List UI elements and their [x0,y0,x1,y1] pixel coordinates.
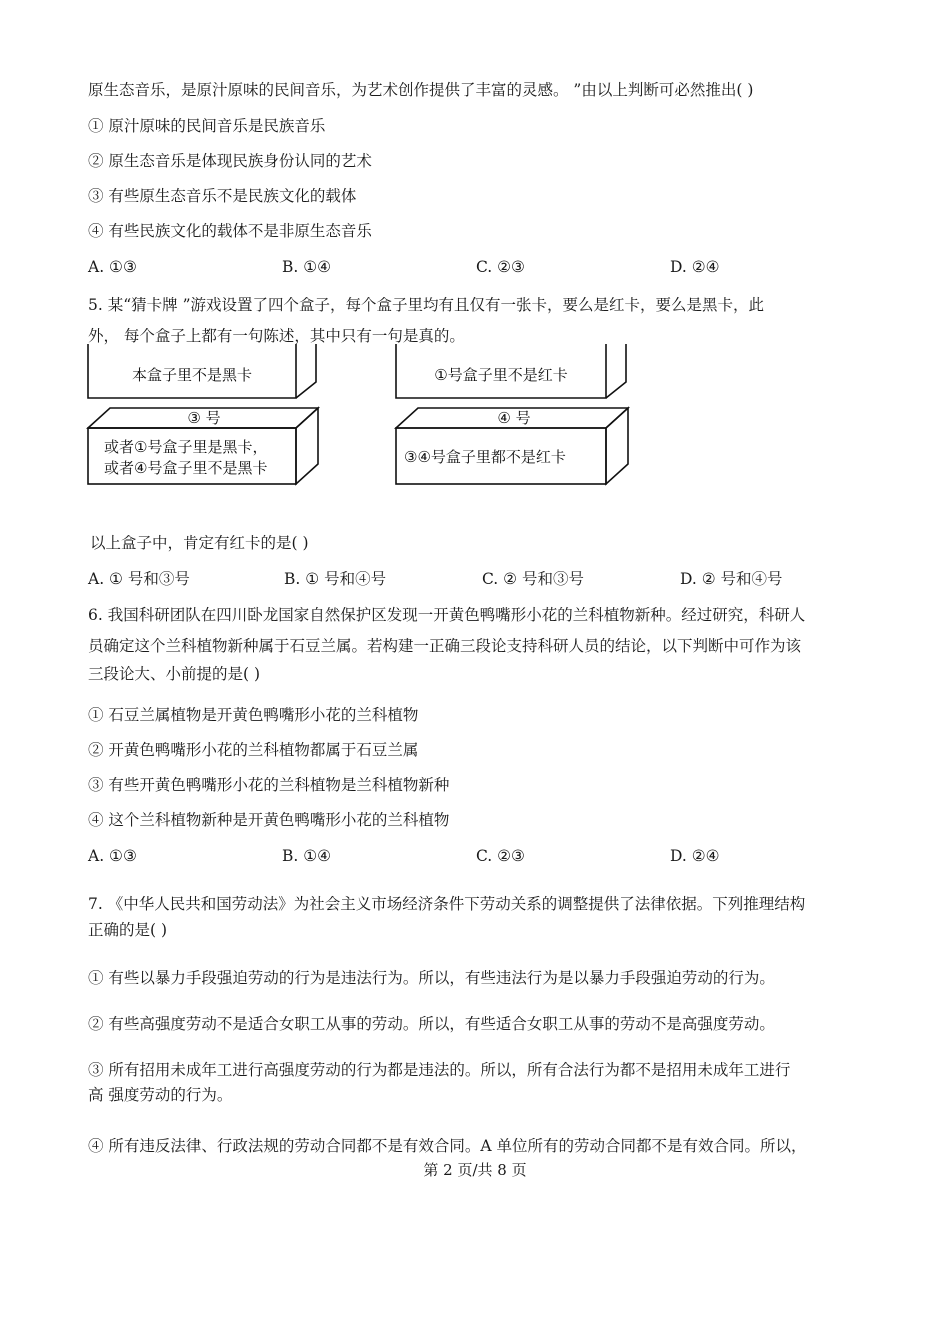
q6-choice-b: B. ①④ [282,847,332,865]
box-4-statement: ③④号盒子里都不是红卡 [404,448,566,466]
q7-item-3-line1: ③ 所有招用未成年工进行高强度劳动的行为都是违法的。所以，所有合法行为都不是招用未成年工进行 [88,1061,791,1079]
box-1-statement: 本盒子里不是黑卡 [131,366,253,384]
q6-item-1: ① 石豆兰属植物是开黄色鸭嘴形小花的兰科植物 [88,706,419,724]
box-3-statement-line2: 或者④号盒子里不是黑卡 [104,459,268,477]
q6-item-4: ④ 这个兰科植物新种是开黄色鸭嘴形小花的兰科植物 [88,811,450,829]
box-4-label: ④ 号 [497,409,531,427]
q5-choice-a: A. ① 号和③号 [88,570,190,588]
q5-choice-c: C. ② 号和③号 [482,570,584,588]
box-2-statement: ①号盒子里不是红卡 [434,366,568,384]
q4-choice-c: C. ②③ [476,258,525,276]
q4-item-4: ④ 有些民族文化的载体不是非原生态音乐 [88,222,372,240]
q4-choice-a: A. ①③ [88,258,137,276]
q7-stem-line2: 正确的是( ) [88,921,168,939]
q6-stem-line1: 6. 我国科研团队在四川卧龙国家自然保护区发现一开黄色鸭嘴形小花的兰科植物新种。经过研究，科研人 [88,606,806,624]
q4-choice-d: D. ②④ [670,258,720,276]
q7-item-2: ② 有些高强度劳动不是适合女职工从事的劳动。所以，有些适合女职工从事的劳动不是高强度劳动。 [88,1015,775,1033]
q4-item-3: ③ 有些原生态音乐不是民族文化的载体 [88,187,357,205]
q4-item-2: ② 原生态音乐是体现民族身份认同的艺术 [88,152,372,170]
q6-choice-d: D. ②④ [670,847,720,865]
q7-stem-line1: 7. 《中华人民共和国劳动法》为社会主义市场经济条件下劳动关系的调整提供了法律依据。下列推理结构 [88,895,806,913]
q7-item-1: ① 有些以暴力手段强迫劳动的行为是违法行为。所以，有些违法行为是以暴力手段强迫劳动的行为。 [88,969,775,987]
q7-item-4: ④ 所有违反法律、行政法规的劳动合同都不是有效合同。A 单位所有的劳动合同都不是有效合同。所以， [88,1137,807,1155]
page-footer: 第 2 页/共 8 页 [423,1161,527,1179]
q5-question: 以上盒子中，肯定有红卡的是( ) [90,534,309,552]
box-3-label: ③ 号 [187,409,221,427]
q4-tail-line: 原生态音乐，是原汁原味的民间音乐，为艺术创作提供了丰富的灵感。 ”由以上判断可必然推出( ) [88,81,754,99]
q6-item-2: ② 开黄色鸭嘴形小花的兰科植物都属于石豆兰属 [88,741,419,759]
box-3-statement-line1: 或者①号盒子里是黑卡， [104,438,268,456]
q7-item-3-line2: 高 强度劳动的行为。 [88,1086,233,1104]
q4-choice-b: B. ①④ [282,258,332,276]
q4-item-1: ① 原汁原味的民间音乐是民族音乐 [88,117,326,135]
card-boxes-figure [86,342,636,492]
q6-stem-line3: 三段论大、小前提的是( ) [88,665,261,683]
q5-choice-b: B. ① 号和④号 [284,570,387,588]
q5-stem-line1: 5. 某“猜卡牌 ”游戏设置了四个盒子，每个盒子里均有且仅有一张卡，要么是红卡，要么是黑卡，此 [88,296,764,314]
q5-stem-line2: 外， 每个盒子上都有一句陈述，其中只有一句是真的。 [88,327,465,345]
q6-stem-line2: 员确定这个兰科植物新种属于石豆兰属。若构建一正确三段论支持科研人员的结论，以下判断中可作为该 [88,637,802,655]
q5-choice-d: D. ② 号和④号 [680,570,783,588]
q6-choice-a: A. ①③ [88,847,137,865]
q6-item-3: ③ 有些开黄色鸭嘴形小花的兰科植物是兰科植物新种 [88,776,450,794]
q6-choice-c: C. ②③ [476,847,525,865]
